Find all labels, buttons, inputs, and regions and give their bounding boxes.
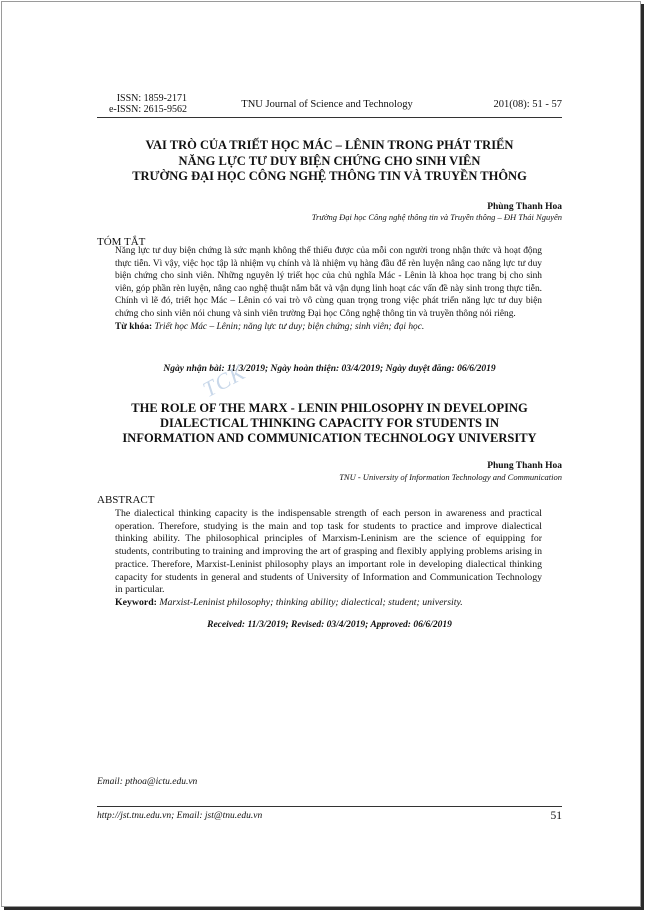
abstract-english bbox=[115, 508, 542, 610]
title-line: TRƯỜNG ĐẠI HỌC CÔNG NGHỆ THÔNG TIN VÀ TRUYỀN THÔNG bbox=[132, 169, 527, 183]
abstract-text: The dialectical thinking capacity is the indispensable strength of each person in awareness and practical operation. Therefore, studying is the main and top task for students to practice and improve dialectical thinking ability. The philosophical principles of Marxism-Leninism are the science of equipping for students, contributing to training and improving the art of grasping and flexibly applying problems arising in practice. Therefore, Marxist-Leninist philosophy plays an important role in developing dialectical thinking capacity for students in general and students of University of Information and Communication Technology in particular. bbox=[115, 508, 542, 596]
issn: ISSN: 1859-2171 bbox=[116, 93, 187, 104]
author-english: Phung Thanh Hoa bbox=[487, 461, 562, 471]
title-line: NĂNG LỰC TƯ DUY BIỆN CHỨNG CHO SINH VIÊN bbox=[178, 153, 481, 168]
affiliation-english: TNU - University of Information Technology and Communication bbox=[339, 472, 562, 482]
author-vietnamese: Phùng Thanh Hoa bbox=[487, 202, 562, 212]
volume-pages: 201(08): 51 - 57 bbox=[493, 99, 562, 110]
dates-english: Received: 11/3/2019; Revised: 03/4/2019; Approved: 06/6/2019 bbox=[207, 620, 452, 630]
keywords-text: Triết học Mác – Lênin; năng lực tư duy; biện chứng; sinh viên; đại học. bbox=[152, 321, 425, 332]
section-heading-tom-tat: TÓM TẮT bbox=[97, 236, 146, 248]
issn-block bbox=[105, 93, 187, 115]
footer-rule bbox=[97, 806, 562, 807]
page bbox=[1, 1, 641, 907]
keywords-label: Keyword: bbox=[115, 596, 157, 608]
author-email: Email: pthoa@ictu.edu.vn bbox=[97, 777, 198, 787]
journal-name: TNU Journal of Science and Technology bbox=[241, 99, 413, 110]
keywords-english bbox=[115, 597, 542, 610]
page-number: 51 bbox=[550, 810, 562, 822]
abstract-vietnamese bbox=[115, 245, 542, 333]
eissn: e-ISSN: 2615-9562 bbox=[108, 104, 187, 115]
title-vietnamese bbox=[97, 138, 562, 185]
keywords-label: Từ khóa: bbox=[115, 321, 153, 332]
dates-vietnamese: Ngày nhận bài: 11/3/2019; Ngày hoàn thiện: 03/4/2019; Ngày duyệt đăng: 06/6/2019 bbox=[163, 364, 496, 374]
keywords-text: Marxist-Leninist philosophy; thinking ability; dialectical; student; university. bbox=[156, 596, 463, 608]
abstract-text: Năng lực tư duy biện chứng là sức mạnh không thể thiếu được của mỗi con người trong nhận thức và hoạt động thực tiễn. Vì vậy, việc học tập là nhiệm vụ chính và là nhiệm vụ hàng đầu để rèn luyện nâng cao năng lực tư duy biện chứng cho sinh viên. Những nguyên lý triết học của chủ nghĩa Mác - Lênin là khoa học trang bị cho sinh viên, góp phần rèn luyện, nâng cao nghệ thuật nắm bắt và vận dụng linh hoạt các vấn đề này sinh trong thực tiễn. Chính vì lẽ đó, triết học Mác – Lênin có vai trò vô cùng quan trọng trong việc phát triển năng lực tư duy biện chứng cho sinh viên nói chung và sinh viên trường Đại học Công nghệ thông tin và truyền thông nói riêng. bbox=[115, 246, 542, 319]
header-rule bbox=[97, 117, 562, 118]
title-line: DIALECTICAL THINKING CAPACITY FOR STUDENTS IN bbox=[159, 416, 500, 430]
affiliation-vietnamese: Trường Đại học Công nghệ thông tin và Truyền thông – ĐH Thái Nguyên bbox=[311, 212, 562, 222]
watermark: TCK bbox=[198, 359, 250, 403]
title-english bbox=[97, 401, 562, 446]
title-line: VAI TRÒ CỦA TRIẾT HỌC MÁC – LÊNIN TRONG PHÁT TRIỂN bbox=[145, 138, 514, 152]
keywords-vietnamese bbox=[115, 321, 542, 334]
title-line: INFORMATION AND COMMUNICATION TECHNOLOGY UNIVERSITY bbox=[122, 431, 537, 445]
title-line: THE ROLE OF THE MARX - LENIN PHILOSOPHY IN DEVELOPING bbox=[131, 401, 528, 415]
section-heading-abstract: ABSTRACT bbox=[97, 494, 155, 506]
footer-links: http://jst.tnu.edu.vn; Email: jst@tnu.edu.vn bbox=[97, 811, 263, 821]
